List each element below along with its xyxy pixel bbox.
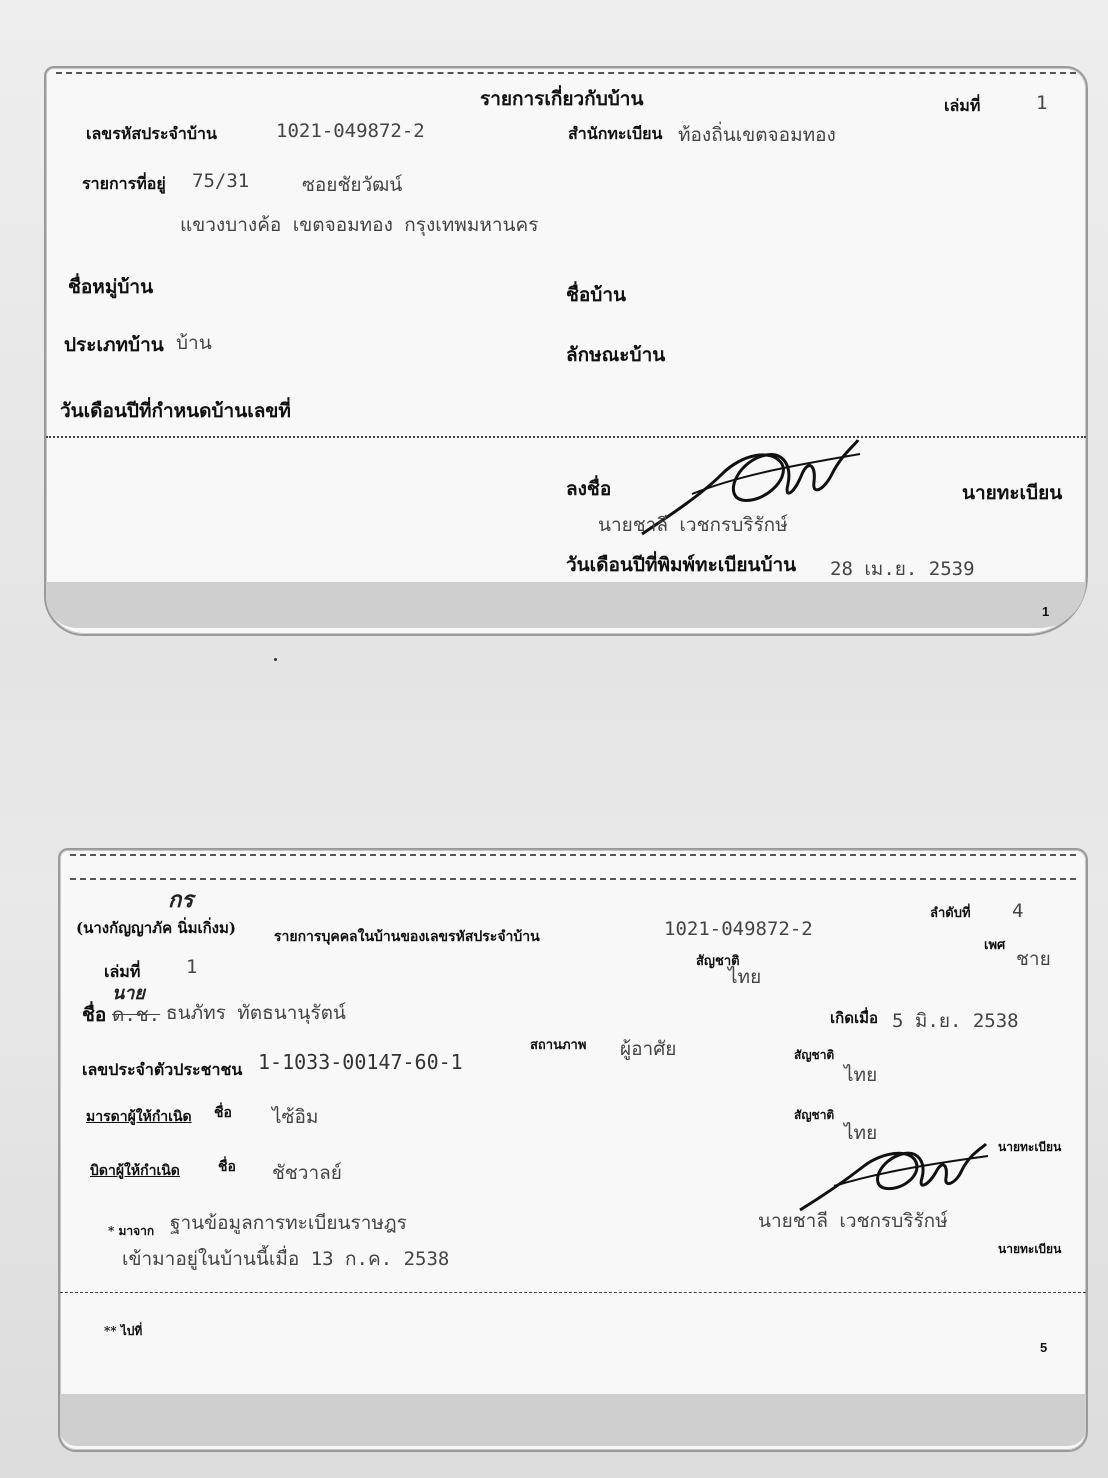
house-code-label: เลขรหัสประจำบ้าน [86, 124, 217, 143]
person-book-value: 1 [186, 956, 198, 978]
registry-office-label: สำนักทะเบียน [568, 124, 663, 143]
address-soi: ซอยชัยวัฒน์ [302, 174, 403, 196]
to-label: ** ไปที่ [104, 1324, 143, 1338]
mother-nationality-value: ไทย [844, 1064, 878, 1086]
from-value: ฐานข้อมูลการทะเบียนราษฎร [170, 1212, 407, 1234]
house-info-title: รายการเกี่ยวกับบ้าน [480, 88, 644, 110]
person-name: ธนภัทร ทัตธนานุรัตน์ [166, 1002, 346, 1024]
page-number-2: 5 [1040, 1340, 1048, 1355]
registrar-label-bottom: นายทะเบียน [998, 1242, 1062, 1256]
name-prefix-struck: ด.ช. [112, 1004, 161, 1026]
handwritten-mark: กร [168, 887, 194, 913]
speck [274, 658, 277, 661]
mother-name-value: ไซ้อิม [272, 1106, 319, 1128]
name-label: ชื่อ [82, 1004, 107, 1026]
from-label: * มาจาก [108, 1224, 155, 1238]
citizen-id-value: 1-1033-00147-60-1 [258, 1050, 463, 1074]
nationality-label: สัญชาติ [696, 954, 740, 969]
father-nationality-label: สัญชาติ [794, 1108, 835, 1122]
address-label: รายการที่อยู่ [82, 174, 166, 193]
divider-dashed [60, 1292, 1086, 1293]
book-no-value: 1 [1036, 92, 1048, 114]
signed-label: ลงชื่อ [566, 478, 612, 500]
order-label: ลำดับที่ [930, 906, 971, 921]
bottom-band [46, 582, 1086, 628]
village-label: ชื่อหมู่บ้าน [68, 276, 154, 298]
person-list-title: รายการบุคคลในบ้านของเลขรหัสประจำบ้าน [274, 929, 540, 945]
registrar-label: นายทะเบียน [962, 482, 1063, 504]
person-book-label: เล่มที่ [104, 962, 141, 981]
status-label: สถานภาพ [530, 1038, 587, 1053]
house-code-value: 1021-049872-2 [276, 120, 425, 142]
name-prefix-handwritten: นาย [112, 983, 145, 1004]
perforation-line-2 [70, 878, 1076, 880]
print-date-value: 28 เม.ย. 2539 [830, 558, 975, 580]
address-line2: แขวงบางค้อ เขตจอมทอง กรุงเทพมหานคร [180, 214, 539, 236]
father-label: บิดาผู้ให้กำเนิด [90, 1163, 180, 1179]
registry-office-value: ท้องถิ่นเขตจอมทอง [678, 124, 836, 146]
handwritten-name-top: (นางกัญญาภัค นิ่มเกิ่งม) [76, 919, 236, 937]
sex-value: ชาย [1016, 948, 1051, 970]
person-info-card [58, 848, 1088, 1452]
mother-name-label: ชื่อ [214, 1105, 232, 1121]
perforation-line [70, 854, 1076, 856]
moved-in-date: เข้ามาอยู่ในบ้านนี้เมื่อ 13 ก.ค. 2538 [122, 1248, 450, 1270]
assign-date-label: วันเดือนปีที่กำหนดบ้านเลขที่ [60, 400, 291, 422]
bottom-band-2 [60, 1394, 1086, 1446]
perforation-line [56, 72, 1076, 74]
address-number: 75/31 [192, 170, 250, 192]
father-name-label: ชื่อ [218, 1159, 236, 1175]
nationality-value: ไทย [728, 966, 762, 988]
father-nationality-value: ไทย [844, 1122, 878, 1144]
sex-label: เพศ [984, 938, 1006, 953]
born-label: เกิดเมื่อ [830, 1009, 878, 1027]
citizen-id-label: เลขประจำตัวประชาชน [82, 1060, 243, 1079]
mother-label: มารดาผู้ให้กำเนิด [86, 1109, 192, 1125]
house-name-label: ชื่อบ้าน [566, 284, 627, 306]
status-value: ผู้อาศัย [620, 1038, 677, 1060]
registrar-name: นายชาลี เวชกรบริรักษ์ [598, 514, 788, 536]
house-info-card [44, 66, 1088, 636]
father-name-value: ชัชวาลย์ [272, 1162, 342, 1184]
born-date: 5 มิ.ย. 2538 [892, 1010, 1019, 1032]
house-type-label: ประเภทบ้าน [64, 334, 164, 356]
house-type-value: บ้าน [176, 332, 212, 354]
order-value: 4 [1012, 900, 1024, 922]
person-house-code: 1021-049872-2 [664, 918, 813, 940]
book-no-label: เล่มที่ [944, 96, 981, 115]
page-number: 1 [1042, 604, 1050, 619]
registrar-label-top: นายทะเบียน [998, 1140, 1062, 1154]
house-style-label: ลักษณะบ้าน [566, 344, 666, 366]
print-date-label: วันเดือนปีที่พิมพ์ทะเบียนบ้าน [566, 554, 797, 576]
mother-nationality-label: สัญชาติ [794, 1048, 835, 1062]
registrar-name-2: นายชาลี เวชกรบริรักษ์ [758, 1210, 948, 1232]
divider-dotted [46, 436, 1086, 438]
